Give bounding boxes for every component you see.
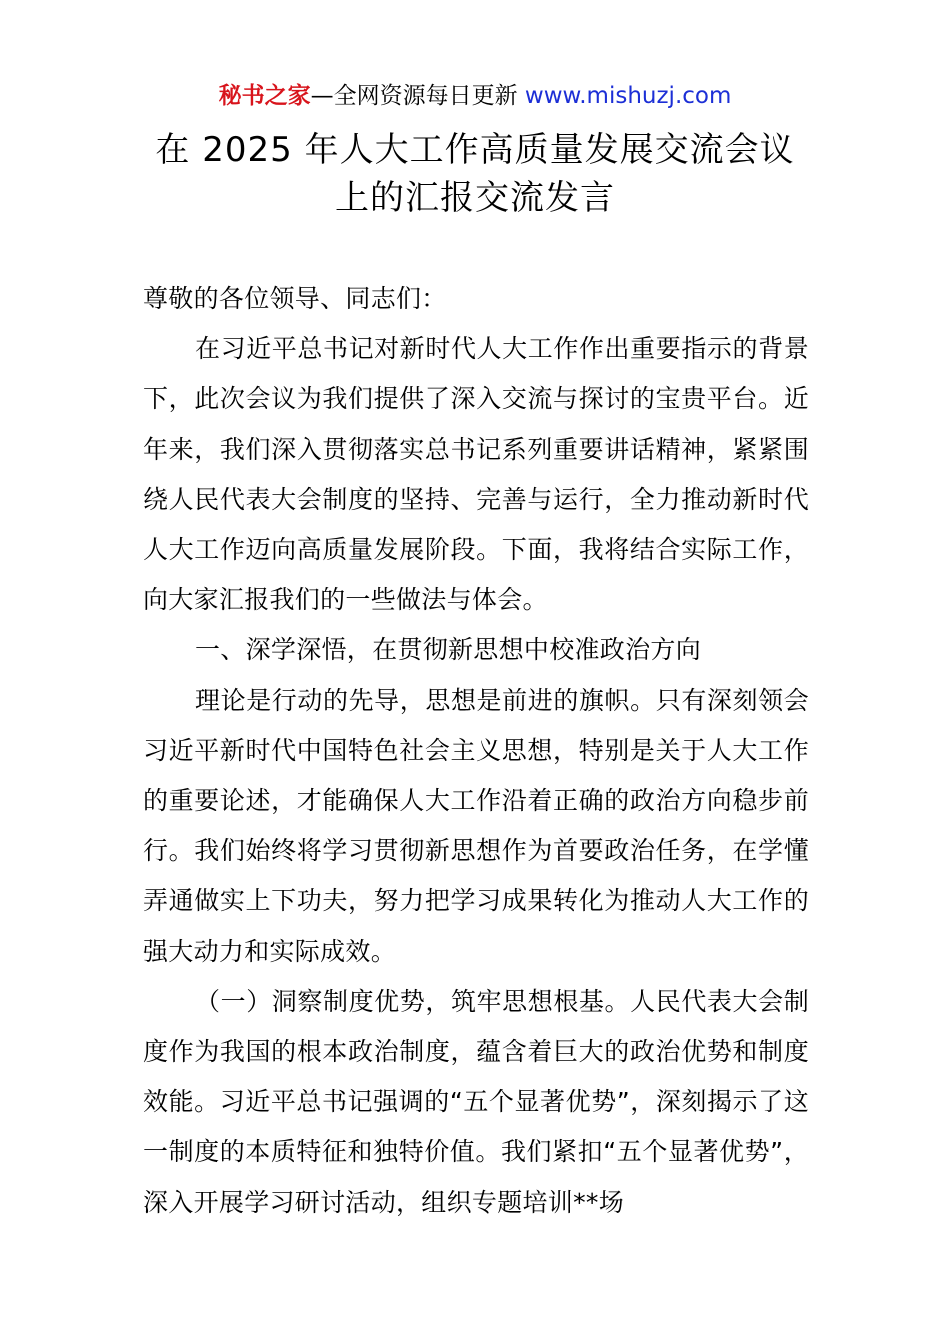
document-title: 在 2025 年人大工作高质量发展交流会议上的汇报交流发言 [155,130,795,218]
site-url-link[interactable]: www.mishuzj.com [524,83,732,109]
site-brand: 秘书之家 [218,83,311,109]
section-heading-1: 一、深学深悟，在贯彻新思想中校准政治方向 [195,635,702,665]
document-body [143,274,809,1228]
salutation: 尊敬的各位领导、同志们： [143,284,447,313]
site-tagline: —全网资源每日更新 [310,83,525,109]
site-header [0,80,950,112]
paragraph-subsection-1: （一）洞察制度优势，筑牢思想根基。人民代表大会制度作为我国的根本政治制度，蕴含着巨大的政治优势和制度效能。习近平总书记强调的“五个显著优势”，深刻揭示了这一制度的本质特征和独特价值。我们紧扣“五个显著优势”，深入开展学习研讨活动，组织专题培训**场 [143,986,809,1217]
paragraph-intro: 在习近平总书记对新时代人大工作作出重要指示的背景下，此次会议为我们提供了深入交流与探讨的宝贵平台。近年来，我们深入贯彻落实总书记系列重要讲话精神，紧紧围绕人民代表大会制度的坚持、完善与运行，全力推动新时代人大工作迈向高质量发展阶段。下面，我将结合实际工作，向大家汇报我们的一些做法与体会。 [143,334,809,615]
paragraph-theory: 理论是行动的先导，思想是前进的旗帜。只有深刻领会习近平新时代中国特色社会主义思想，特别是关于人大工作的重要论述，才能确保人大工作沿着正确的政治方向稳步前行。我们始终将学习贯彻新思想作为首要政治任务，在学懂弄通做实上下功夫，努力把学习成果转化为推动人大工作的强大动力和实际成效。 [143,685,809,966]
